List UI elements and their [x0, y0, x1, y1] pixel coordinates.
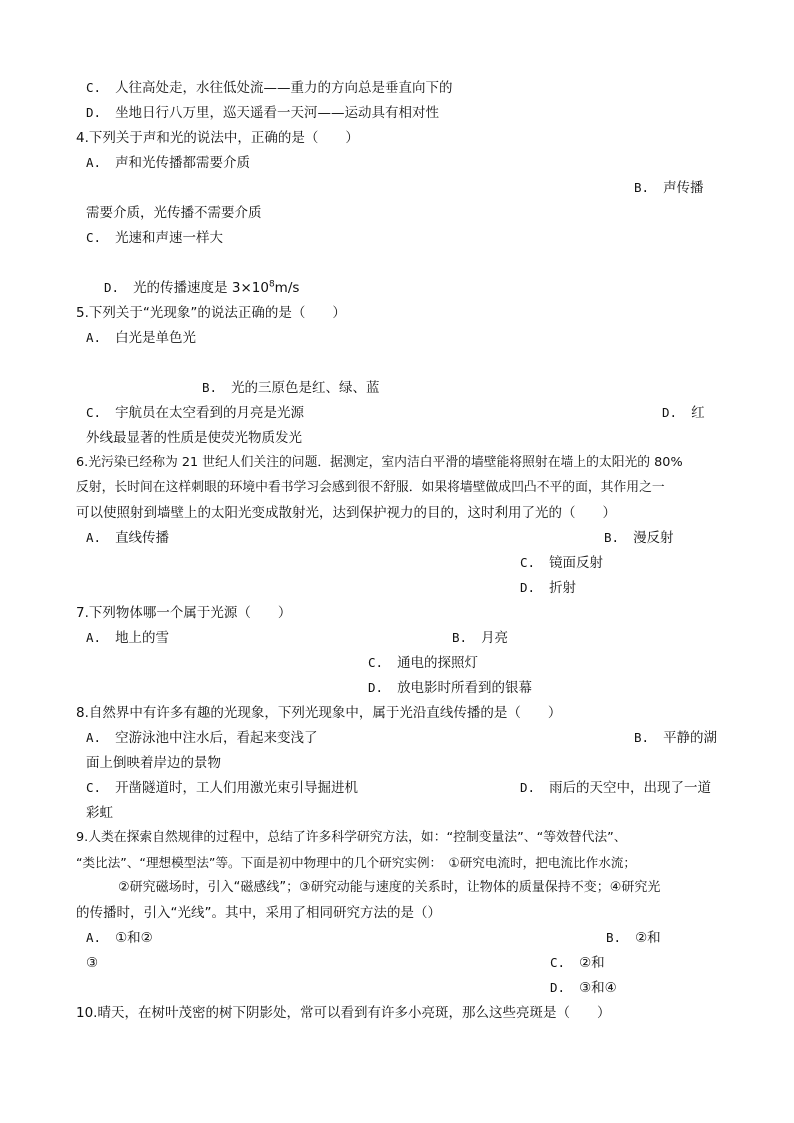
q4-option-b	[634, 179, 704, 197]
option-label: B.	[604, 530, 620, 545]
q8-stem: 8.自然界中有许多有趣的光现象，下列光现象中，属于光沿直线传播的是（ ）	[76, 705, 562, 721]
option-text: 平静的湖	[663, 730, 718, 746]
option-label: A.	[86, 155, 102, 170]
option-label: B.	[634, 730, 650, 745]
option-text: 放电影时所看到的银幕	[397, 680, 533, 696]
option-label: D.	[368, 680, 384, 695]
option-text: 空游泳池中注水后，看起来变浅了	[115, 730, 318, 746]
option-label: A.	[86, 930, 102, 945]
option-label: C.	[368, 655, 384, 670]
q9-option-b-continued: ③	[86, 955, 99, 971]
option-label: C.	[520, 555, 536, 570]
option-label: D.	[520, 780, 536, 795]
option-text: 白光是单色光	[115, 330, 197, 346]
option-text: 声和光传播都需要介质	[115, 155, 251, 171]
q4-stem: 4.下列关于声和光的说法中，正确的是（ ）	[76, 130, 359, 146]
option-label: C.	[86, 230, 102, 245]
q5-option-d-continued: 外线最显著的性质是使荧光物质发光	[86, 430, 302, 446]
option-label: B.	[634, 180, 650, 195]
option-text: 坐地日行八万里，巡天遥看一天河——运动具有相对性	[115, 105, 440, 121]
q9-stem-line2: “类比法”、“理想模型法”等。下面是初中物理中的几个研究实例： ①研究电流时，把电流比作水流；	[76, 855, 637, 870]
option-label: D.	[520, 580, 536, 595]
q4-option-d	[104, 279, 299, 297]
option-unit: m/s	[274, 280, 300, 296]
option-label: C.	[550, 955, 566, 970]
option-text: 宇航员在太空看到的月亮是光源	[115, 405, 305, 421]
q7-option-b	[452, 629, 508, 647]
option-label: A.	[86, 730, 102, 745]
option-text: 月亮	[481, 630, 509, 646]
q5-option-d	[662, 404, 705, 422]
q10-stem: 10.晴天，在树叶茂密的树下阴影处，常可以看到有许多小亮斑，那么这些亮斑是（ ）	[76, 1005, 611, 1021]
q7-option-d	[368, 679, 532, 697]
q9-stem-line4: 的传播时，引入“光线”。其中，采用了相同研究方法的是（）	[76, 905, 441, 921]
option-label: B.	[202, 380, 218, 395]
option-text: 红	[691, 405, 705, 421]
q6-option-a	[86, 529, 169, 547]
option-text: ②和	[579, 955, 605, 971]
option-text: 开凿隧道时，工人们用激光束引导掘进机	[115, 780, 359, 796]
option-label: A.	[86, 630, 102, 645]
q7-option-c	[368, 654, 478, 672]
option-text: 漫反射	[633, 530, 674, 546]
option-text: 镜面反射	[549, 555, 604, 571]
option-text: 雨后的天空中，出现了一道	[549, 780, 712, 796]
option-label: D.	[550, 980, 566, 995]
option-text: 光速和声速一样大	[115, 230, 224, 246]
q9-option-b	[606, 929, 661, 947]
option-label: B.	[606, 930, 622, 945]
option-label: D.	[104, 280, 120, 295]
q3-option-c	[86, 79, 453, 97]
q5-option-a	[86, 329, 196, 347]
q8-option-d-continued: 彩虹	[86, 805, 113, 821]
q4-option-c	[86, 229, 223, 247]
q9-option-a	[86, 929, 153, 947]
option-text: 通电的探照灯	[397, 655, 479, 671]
q9-stem-line1: 9.人类在探索自然规律的过程中，总结了许多科学研究方法，如：“控制变量法”、“等效替代法”、	[76, 830, 627, 845]
q5-option-b	[202, 379, 380, 397]
q9-option-d	[550, 979, 617, 997]
q8-option-d	[520, 779, 711, 797]
option-text: 人往高处走，水往低处流——重力的方向总是垂直向下的	[115, 80, 453, 96]
option-label: D.	[86, 105, 102, 120]
option-label: D.	[662, 405, 678, 420]
exponent: 8	[268, 279, 275, 290]
q7-stem: 7.下列物体哪一个属于光源（ ）	[76, 605, 292, 621]
option-text: ③和④	[579, 980, 617, 996]
q8-option-a	[86, 729, 318, 747]
option-text: ②和	[635, 930, 661, 946]
q9-option-c	[550, 954, 605, 972]
option-label: B.	[452, 630, 468, 645]
q6-stem-line3: 可以使照射到墙壁上的太阳光变成散射光，达到保护视力的目的，这时利用了光的（ ）	[76, 505, 616, 521]
option-label: C.	[86, 80, 102, 95]
q3-option-d	[86, 104, 439, 122]
q5-option-c	[86, 404, 304, 422]
q8-option-c	[86, 779, 358, 797]
option-label: A.	[86, 530, 102, 545]
q6-option-d	[520, 579, 576, 597]
option-text: 光的三原色是红、绿、蓝	[231, 380, 380, 396]
q6-option-b	[604, 529, 674, 547]
q6-option-c	[520, 554, 603, 572]
q7-option-a	[86, 629, 169, 647]
option-label: A.	[86, 330, 102, 345]
option-text: 光的传播速度是 3×10	[133, 280, 269, 296]
option-text: ①和②	[115, 930, 153, 946]
option-text: 声传播	[663, 180, 704, 196]
q6-stem-line1: 6.光污染已经称为 21 世纪人们关注的问题．据测定，室内洁白平滑的墙壁能将照射在墙上的太阳光的 80%	[76, 455, 683, 470]
q8-option-b-continued: 面上倒映着岸边的景物	[86, 755, 221, 771]
option-text: 直线传播	[115, 530, 170, 546]
q4-option-b-continued: 需要介质，光传播不需要介质	[86, 205, 262, 221]
option-text: 折射	[549, 580, 577, 596]
q4-option-a	[86, 154, 250, 172]
q5-stem: 5.下列关于“光现象”的说法正确的是（ ）	[76, 305, 346, 321]
option-label: C.	[86, 780, 102, 795]
q8-option-b	[634, 729, 717, 747]
q9-stem-line3: ②研究磁场时，引入“磁感线”；③研究动能与速度的关系时，让物体的质量保持不变；④研究光	[118, 880, 661, 895]
q6-stem-line2: 反射，长时间在这样刺眼的环境中看书学习会感到很不舒服．如果将墙壁做成凹凸不平的面，其作用之一	[76, 480, 665, 495]
option-text: 地上的雪	[115, 630, 170, 646]
option-label: C.	[86, 405, 102, 420]
